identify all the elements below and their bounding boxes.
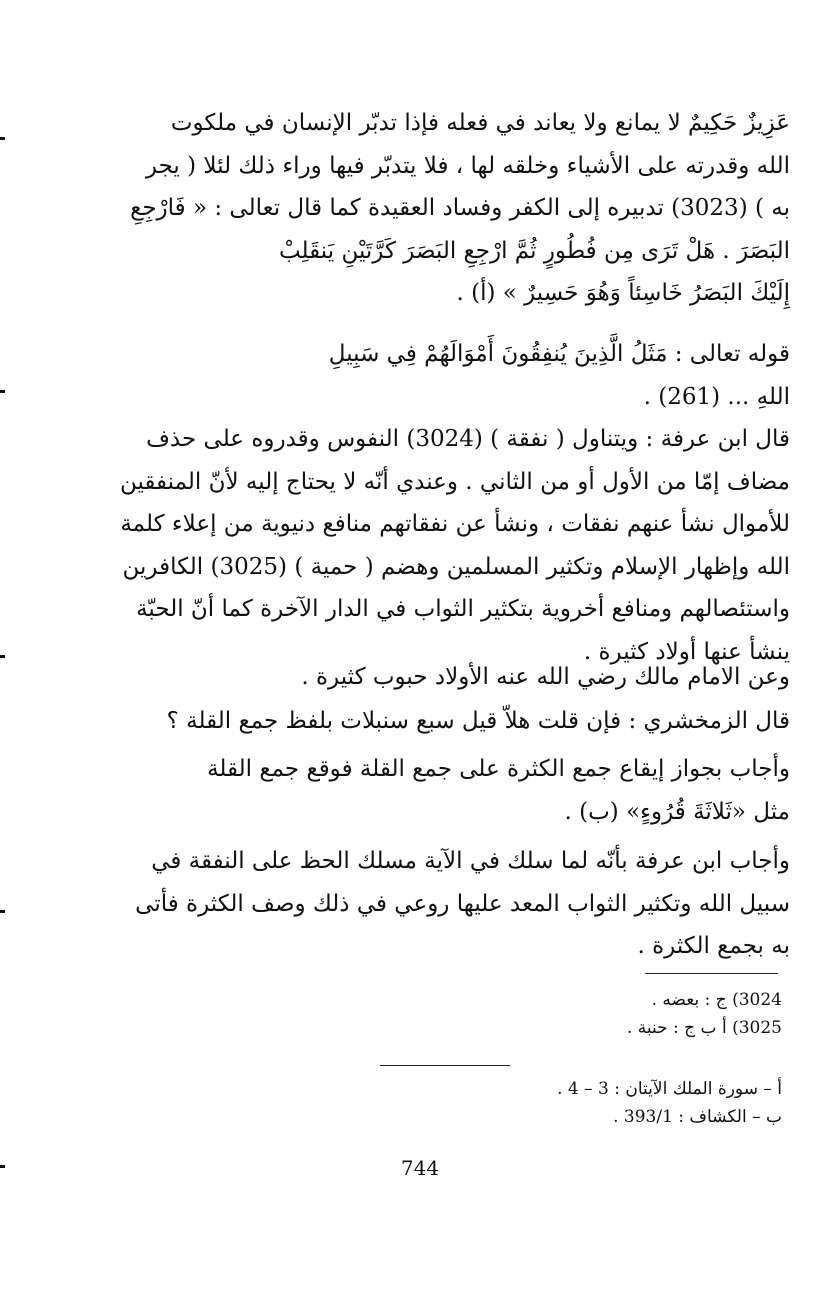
text-line: الله وإظهار الإسلام وتكثير المسلمين وهضم ( حمية ) (3025) الكافرين [122,553,790,580]
edge-mark [0,910,5,913]
paragraph [100,656,790,699]
paragraph [100,700,790,743]
text-line: وأجاب بجواز إيقاع جمع الكثرة على جمع القلة فوقع جمع القلة [207,756,790,782]
text-line: مثل «ثَلاثَةَ قُرُوءٍ» (ب) . [564,798,790,825]
source-footnote: أ – سورة الملك الآيتان : 3 – 4 . [557,1079,782,1099]
text-line: مضاف إمّا من الأول أو من الثاني . وعندي أنّه لا يحتاج إليه لأنّ المنفقين [119,468,790,495]
source-footnote: ب – الكشاف : 393/1 . [613,1107,782,1127]
edge-mark [0,137,5,140]
edge-mark [0,655,5,658]
paragraph [100,333,790,418]
variant-footnote: 3024) ج : بعضه . [651,990,782,1010]
text-line: وعن الامام مالك رضي الله عنه الأولاد حبوب كثيرة . [301,664,790,690]
footnote-separator [380,1065,510,1066]
text-line: اللهِ ... (261) . [643,383,790,410]
text-line: به بجمع الكثرة . [637,933,790,959]
text-line: الله وقدرته على الأشياء وخلقه لها ، فلا يتدبّر فيها وراء ذلك لئلا ( يجر [145,152,790,179]
paragraph [100,748,790,833]
paragraph [100,840,790,968]
text-line: البَصَرَ . هَلْ تَرَى مِن فُطُورٍ ثُمَّ ارْجِعِ البَصَرَ كَرَّتَيْنِ يَنقَلِبْ [278,237,790,264]
footnote-separator [645,973,778,974]
text-line: به ) (3023) تدبيره إلى الكفر وفساد العقيدة كما قال تعالى : « فَارْجِعِ [130,195,790,221]
page-number: 744 [400,1156,440,1180]
text-line: واستئصالهم ومنافع أخروية بتكثير الثواب في الدار الآخرة كما أنّ الحبّة [136,596,790,622]
paragraph [100,102,790,315]
text-line: قال ابن عرفة : ويتناول ( نفقة ) (3024) النفوس وقدروه على حذف [146,426,790,452]
paragraph [100,418,790,673]
text-line: وأجاب ابن عرفة بأنّه لما سلك في الآية مسلك الحظ على النفقة في [151,848,790,874]
text-line: سبيل الله وتكثير الثواب المعد عليها روعي في ذلك وصف الكثرة فأتى [135,890,790,917]
text-line: قوله تعالى : مَثَلُ الَّذِينَ يُنفِقُونَ أَمْوَالَهُمْ فِي سَبِيلِ [328,341,790,367]
text-line: عَزِيزٌ حَكِيمٌ لا يمانع ولا يعاند في فعله فإذا تدبّر الإنسان في ملكوت [170,110,790,136]
variant-footnote: 3025) أ ب ج : حنبة . [626,1018,782,1038]
text-line: إِلَيْكَ البَصَرُ خَاسِئاً وَهُوَ حَسِيرٌ » (أ) . [456,280,790,306]
text-line: ينشأ عنها أولاد كثيرة . [583,638,790,665]
text-line: للأموال نشأ عنهم نفقات ، ونشأ عن نفقاتهم منافع دنيوية من إعلاء كلمة [120,511,790,537]
edge-mark [0,390,5,393]
text-line: قال الزمخشري : فإن قلت هلاّ قيل سبع سنبلات بلفظ جمع القلة ؟ [166,708,790,734]
